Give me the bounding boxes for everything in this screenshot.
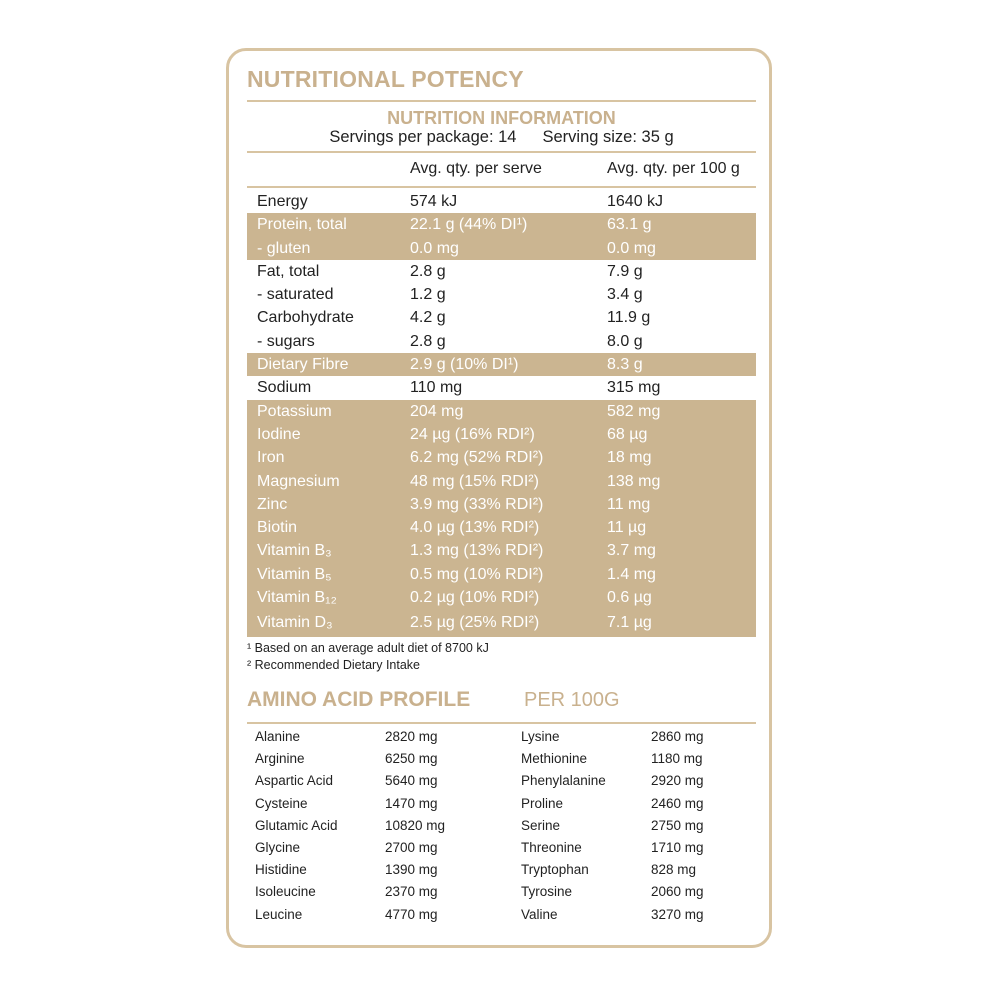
amino-value: 2060 mg — [651, 884, 704, 900]
per-serve-value: 0.2 µg (10% RDI²) — [410, 589, 540, 607]
table-row — [247, 470, 756, 493]
table-row — [247, 260, 756, 283]
page-title: NUTRITIONAL POTENCY — [247, 66, 524, 92]
column-header-per-serve: Avg. qty. per serve — [410, 160, 542, 177]
per-serve-value: 6.2 mg (52% RDI²) — [410, 449, 544, 467]
amino-name: Lysine — [521, 729, 560, 744]
per-100g-value: 11.9 g — [607, 309, 651, 327]
nutrient-name: Energy — [257, 193, 308, 210]
table-row — [247, 539, 756, 562]
servings-per-package: Servings per package: 14 — [329, 128, 517, 146]
nutrient-name: Sodium — [257, 379, 312, 397]
amino-value: 1710 mg — [651, 839, 704, 855]
per-serve-value: 2.8 g — [410, 332, 446, 350]
amino-row — [247, 881, 756, 903]
amino-value: 3270 mg — [651, 906, 704, 922]
serving-size: Serving size: 35 g — [542, 128, 674, 146]
amino-row — [247, 726, 756, 748]
servings-divider — [247, 151, 756, 153]
amino-value: 4770 mg — [385, 906, 438, 922]
nutrient-name: Protein, total — [257, 216, 347, 234]
title-divider — [247, 100, 756, 102]
amino-name: Valine — [521, 906, 558, 922]
amino-title: AMINO ACID PROFILE — [247, 688, 471, 711]
amino-name: Threonine — [521, 839, 582, 855]
per-100g-value: 18 mg — [607, 449, 652, 467]
amino-name: Methionine — [521, 751, 588, 767]
amino-value: 1180 mg — [651, 751, 703, 767]
per-100g-value: 582 mg — [607, 402, 661, 420]
amino-name: Tryptophan — [521, 862, 589, 878]
footnote-di: ¹ Based on an average adult diet of 8700 kJ — [247, 641, 489, 655]
nutrient-name: - sugars — [257, 332, 315, 350]
per-100g-value: 3.4 g — [607, 286, 643, 304]
nutrient-name: Dietary Fibre — [257, 356, 349, 374]
amino-value: 2460 mg — [651, 795, 704, 811]
amino-name: Tyrosine — [521, 884, 573, 900]
amino-value: 2860 mg — [651, 729, 704, 744]
table-row — [247, 376, 756, 399]
nutrient-name: Vitamin B₃ — [257, 542, 332, 560]
amino-row — [247, 815, 756, 837]
per-serve-value: 3.9 mg (33% RDI²) — [410, 495, 544, 513]
nutrient-name: Biotin — [257, 519, 298, 537]
amino-name: Aspartic Acid — [255, 773, 334, 789]
per-serve-value: 2.5 µg (25% RDI²) — [410, 614, 540, 632]
amino-value: 5640 mg — [385, 773, 438, 789]
nutrient-name: - saturated — [257, 286, 334, 304]
table-row — [247, 306, 756, 329]
per-100g-value: 0.6 µg — [607, 589, 652, 607]
per-100g-value: 138 mg — [607, 472, 661, 490]
amino-row — [247, 770, 756, 792]
per-serve-value: 48 mg (15% RDI²) — [410, 472, 539, 490]
per-serve-value: 4.0 µg (13% RDI²) — [410, 519, 540, 537]
per-serve-value: 22.1 g (44% DI¹) — [410, 216, 528, 234]
amino-name: Isoleucine — [255, 884, 316, 900]
nutrition-table — [247, 190, 756, 637]
table-row — [247, 400, 756, 423]
nutrient-name: Vitamin B₁₂ — [257, 589, 337, 607]
table-row — [247, 516, 756, 539]
per-100g-value: 7.1 µg — [607, 614, 652, 632]
table-row — [247, 446, 756, 469]
per-100g-value: 0.0 mg — [607, 239, 656, 257]
header-divider — [247, 186, 756, 188]
per-100g-value: 7.9 g — [607, 262, 643, 280]
table-row — [247, 563, 756, 586]
nutrient-name: Vitamin B₅ — [257, 565, 332, 583]
amino-value: 828 mg — [651, 862, 697, 878]
nutrient-name: Zinc — [257, 495, 288, 513]
table-row — [247, 190, 756, 213]
amino-subtitle: PER 100G — [524, 689, 620, 711]
amino-value: 2370 mg — [385, 884, 438, 900]
table-row — [247, 423, 756, 446]
amino-name: Leucine — [255, 906, 303, 922]
amino-value: 6250 mg — [385, 751, 438, 767]
per-serve-value: 4.2 g — [410, 309, 446, 327]
table-row — [247, 283, 756, 306]
panel-title: NUTRITION INFORMATION — [387, 108, 616, 128]
footnote-rdi: ² Recommended Dietary Intake — [247, 658, 420, 672]
nutrient-name: Iodine — [257, 425, 301, 443]
amino-value: 1390 mg — [385, 862, 438, 878]
amino-row — [247, 904, 756, 926]
table-row — [247, 237, 756, 260]
per-serve-value: 24 µg (16% RDI²) — [410, 425, 535, 443]
per-serve-value: 574 kJ — [410, 193, 458, 210]
amino-value: 2750 mg — [651, 817, 704, 833]
per-100g-value: 8.0 g — [607, 332, 643, 350]
amino-value: 1470 mg — [385, 795, 438, 811]
nutrient-name: Vitamin D₃ — [257, 614, 333, 632]
per-serve-value: 110 mg — [410, 379, 463, 397]
amino-name: Glutamic Acid — [255, 817, 338, 833]
amino-name: Proline — [521, 795, 564, 811]
per-serve-value: 2.9 g (10% DI¹) — [410, 356, 519, 374]
nutrient-name: Iron — [257, 449, 285, 467]
per-serve-value: 1.3 mg (13% RDI²) — [410, 542, 544, 560]
nutrient-name: - gluten — [257, 239, 311, 257]
amino-value: 2920 mg — [651, 773, 704, 789]
per-100g-value: 3.7 mg — [607, 542, 656, 560]
per-serve-value: 1.2 g — [410, 286, 446, 304]
per-100g-value: 63.1 g — [607, 216, 652, 234]
amino-name: Phenylalanine — [521, 773, 606, 789]
per-100g-value: 11 mg — [607, 495, 651, 513]
amino-table — [247, 726, 756, 926]
table-row — [247, 330, 756, 353]
nutrient-name: Potassium — [257, 402, 332, 420]
per-serve-value: 0.0 mg — [410, 239, 459, 257]
amino-divider — [247, 722, 756, 724]
per-serve-value: 0.5 mg (10% RDI²) — [410, 565, 544, 583]
per-100g-value: 8.3 g — [607, 356, 643, 374]
amino-name: Cysteine — [255, 795, 308, 811]
amino-row — [247, 793, 756, 815]
per-100g-value: 315 mg — [607, 379, 661, 397]
amino-name: Glycine — [255, 839, 301, 855]
amino-name: Histidine — [255, 862, 307, 878]
table-row — [247, 609, 756, 637]
amino-name: Alanine — [255, 729, 301, 744]
column-header-per-100g: Avg. qty. per 100 g — [607, 160, 740, 177]
per-100g-value: 1640 kJ — [607, 193, 664, 210]
table-row — [247, 493, 756, 516]
nutrient-name: Fat, total — [257, 262, 320, 280]
servings-line — [247, 128, 756, 147]
per-100g-value: 1.4 mg — [607, 565, 656, 583]
amino-value: 10820 mg — [385, 817, 446, 833]
amino-name: Arginine — [255, 751, 305, 767]
amino-name: Serine — [521, 817, 561, 833]
per-serve-value: 204 mg — [410, 402, 464, 420]
amino-row — [247, 859, 756, 881]
table-row — [247, 353, 756, 376]
amino-value: 2820 mg — [385, 729, 438, 744]
amino-value: 2700 mg — [385, 839, 438, 855]
nutrient-name: Carbohydrate — [257, 309, 354, 327]
table-row — [247, 586, 756, 609]
per-100g-value: 68 µg — [607, 425, 648, 443]
per-100g-value: 11 µg — [607, 519, 647, 537]
table-row — [247, 213, 756, 236]
nutrient-name: Magnesium — [257, 472, 340, 490]
amino-row — [247, 837, 756, 859]
amino-row — [247, 748, 756, 770]
per-serve-value: 2.8 g — [410, 262, 446, 280]
